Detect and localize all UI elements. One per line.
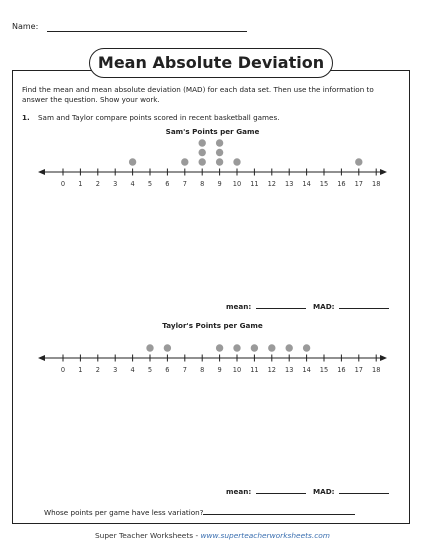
left-arrow-icon — [38, 355, 45, 361]
data-dot — [216, 344, 223, 351]
taylor-mean-row — [226, 485, 306, 496]
left-arrow-icon — [38, 169, 45, 175]
data-dot — [181, 158, 188, 165]
final-question-row — [44, 506, 355, 517]
tick-label: 7 — [182, 180, 187, 188]
tick-label: 6 — [165, 366, 170, 374]
tick-label: 17 — [354, 366, 363, 374]
tick-label: 8 — [200, 366, 205, 374]
data-dot — [164, 344, 171, 351]
taylor-plot-title: Taylor's Points per Game — [162, 321, 263, 330]
tick-label: 12 — [267, 366, 276, 374]
tick-label: 3 — [113, 366, 118, 374]
tick-label: 10 — [232, 366, 242, 374]
tick-label: 4 — [130, 180, 135, 188]
sam-dot-plot — [0, 152, 425, 202]
right-arrow-icon — [380, 169, 387, 175]
final-question: Whose points per game have less variation? — [44, 508, 204, 517]
instructions: Find the mean and mean absolute deviation (MAD) for each data set. Then use the information to answer the question. Show your work. — [22, 85, 374, 104]
sam-mad-blank[interactable] — [339, 300, 389, 309]
data-dot — [216, 139, 223, 146]
name-label: Name: — [12, 22, 39, 31]
tick-label: 12 — [267, 180, 276, 188]
data-dot — [251, 344, 258, 351]
tick-label: 4 — [130, 366, 135, 374]
sam-mad-row — [313, 300, 389, 311]
tick-label: 7 — [182, 366, 187, 374]
taylor-mean-blank[interactable] — [256, 485, 306, 494]
mean-label: mean: — [226, 487, 252, 496]
page-title: Mean Absolute Deviation — [89, 48, 333, 78]
tick-label: 18 — [372, 180, 381, 188]
tick-label: 16 — [337, 366, 346, 374]
sam-mean-blank[interactable] — [256, 300, 306, 309]
tick-label: 10 — [232, 180, 242, 188]
tick-label: 15 — [319, 366, 329, 374]
right-arrow-icon — [380, 355, 387, 361]
tick-label: 11 — [250, 180, 259, 188]
mean-label: mean: — [226, 302, 252, 311]
tick-label: 13 — [285, 180, 294, 188]
footer-link[interactable]: www.superteacherworksheets.com — [200, 531, 330, 540]
tick-label: 5 — [147, 366, 153, 374]
final-answer-blank[interactable] — [203, 506, 355, 515]
sam-plot-title: Sam's Points per Game — [165, 127, 260, 136]
tick-label: 11 — [250, 366, 259, 374]
tick-label: 2 — [95, 180, 100, 188]
tick-label: 15 — [319, 180, 329, 188]
data-dot — [216, 149, 223, 156]
tick-label: 2 — [95, 366, 100, 374]
data-dot — [268, 344, 275, 351]
tick-label: 6 — [165, 180, 170, 188]
mad-label: MAD: — [313, 487, 335, 496]
data-dot — [286, 344, 293, 351]
data-dot — [129, 158, 136, 165]
worksheet-frame — [12, 70, 410, 524]
tick-label: 5 — [147, 180, 153, 188]
tick-label: 1 — [78, 180, 83, 188]
tick-label: 14 — [302, 366, 311, 374]
footer-brand: Super Teacher Worksheets - — [94, 531, 201, 540]
question-number: 1. — [22, 113, 30, 122]
question-1 — [22, 113, 280, 122]
tick-label: 0 — [60, 366, 66, 374]
tick-label: 8 — [200, 180, 205, 188]
name-field[interactable] — [47, 31, 247, 32]
tick-label: 0 — [60, 180, 66, 188]
tick-label: 17 — [354, 180, 363, 188]
data-dot — [233, 344, 240, 351]
data-dot — [216, 158, 223, 165]
data-dot — [303, 344, 310, 351]
data-dot — [233, 158, 240, 165]
tick-label: 16 — [337, 180, 346, 188]
data-dot — [199, 149, 206, 156]
data-dot — [146, 344, 153, 351]
data-dot — [199, 139, 206, 146]
data-dot — [199, 158, 206, 165]
taylor-dot-plot — [0, 338, 425, 388]
tick-label: 9 — [217, 366, 222, 374]
question-text: Sam and Taylor compare points scored in recent basketball games. — [38, 113, 280, 122]
tick-label: 9 — [217, 180, 222, 188]
tick-label: 3 — [113, 180, 118, 188]
sam-mean-row — [226, 300, 306, 311]
data-dot — [355, 158, 362, 165]
mad-label: MAD: — [313, 302, 335, 311]
tick-label: 14 — [302, 180, 311, 188]
taylor-mad-row — [313, 485, 389, 496]
footer — [0, 531, 425, 540]
tick-label: 13 — [285, 366, 294, 374]
tick-label: 1 — [78, 366, 83, 374]
tick-label: 18 — [372, 366, 381, 374]
taylor-mad-blank[interactable] — [339, 485, 389, 494]
